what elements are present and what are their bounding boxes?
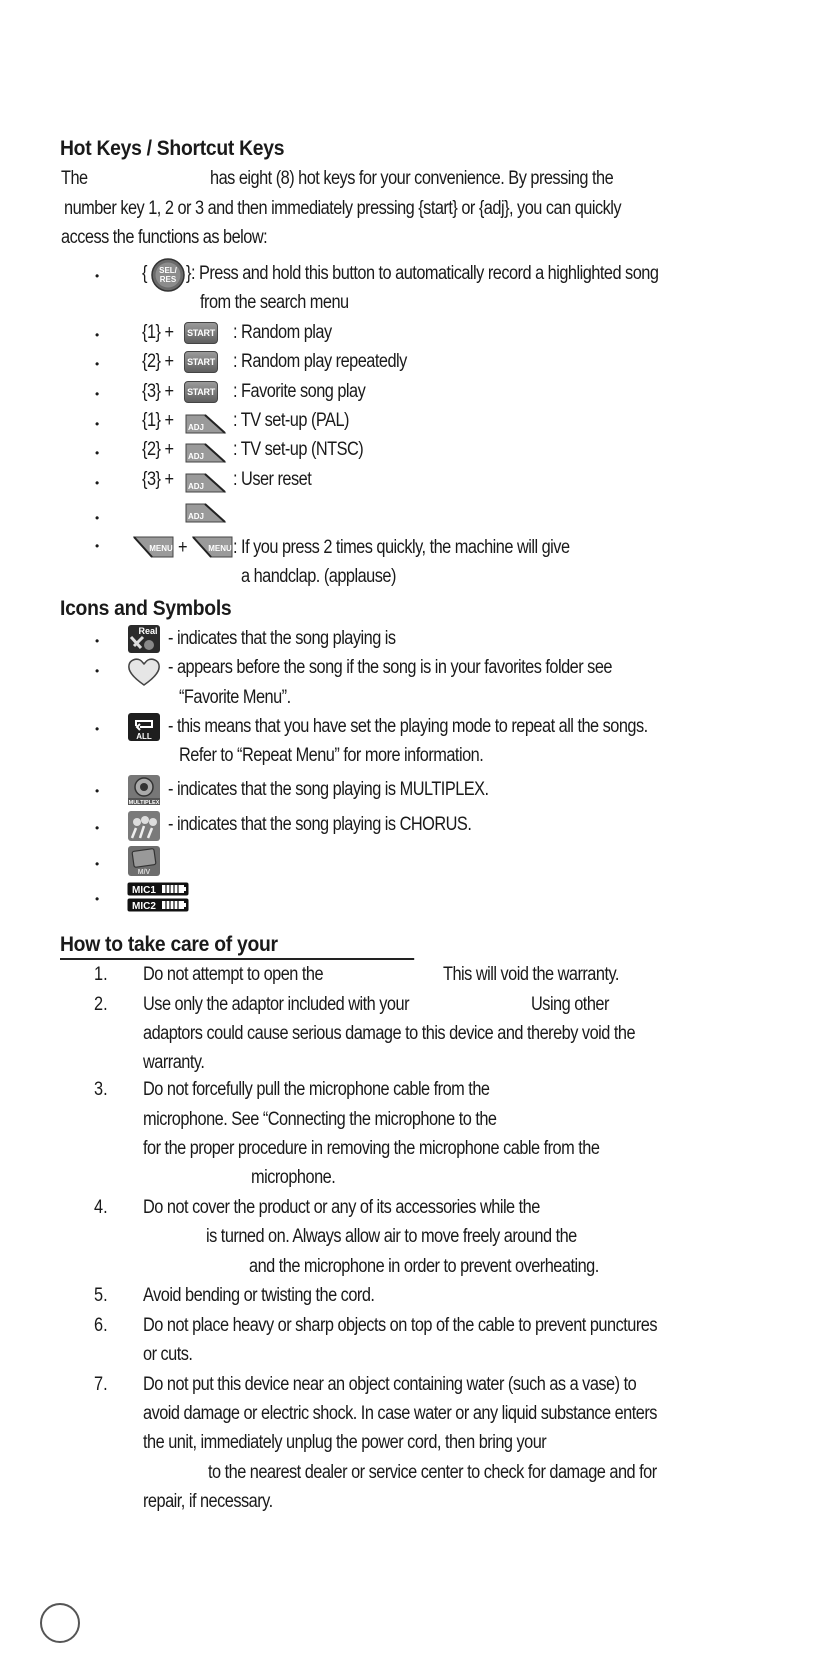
- care-line: This will void the warranty.: [443, 964, 619, 985]
- care-line: for the proper procedure in removing the microphone cable from the: [143, 1138, 600, 1159]
- icon-desc: - indicates that the song playing is CHORUS.: [168, 814, 472, 835]
- svg-text:ALL: ALL: [136, 732, 152, 741]
- adj-key-icon: [185, 500, 227, 529]
- hotkey-desc: }: Press and hold this button to automatically record a highlighted song: [186, 263, 659, 284]
- svg-text:Real: Real: [138, 626, 158, 636]
- bullet: •: [95, 357, 100, 371]
- sel-res-key-icon: [150, 257, 186, 298]
- icon-desc: - indicates that the song playing is MULTIPLEX.: [168, 779, 489, 800]
- menu-key-icon: [132, 535, 174, 564]
- care-line: Using other: [531, 994, 609, 1015]
- real-icon: [127, 624, 161, 659]
- hotkey-desc: : Random play: [233, 322, 332, 343]
- bullet: •: [95, 634, 100, 648]
- svg-text:MENU: MENU: [149, 544, 173, 553]
- adj-key-icon: [185, 411, 227, 440]
- multiplex-icon: [127, 774, 161, 811]
- bullet: •: [95, 821, 100, 835]
- care-line: Do not attempt to open the: [143, 964, 324, 985]
- plus-sign: +: [178, 537, 188, 558]
- bullet: •: [95, 857, 100, 871]
- care-line: repair, if necessary.: [143, 1491, 273, 1512]
- adj-key-icon: [185, 470, 227, 499]
- svg-text:MENU: MENU: [208, 544, 232, 553]
- svg-text:ADJ: ADJ: [187, 512, 205, 521]
- svg-text:ADJ: ADJ: [187, 482, 205, 491]
- hotkey-desc: : If you press 2 times quickly, the machine will give: [233, 537, 570, 558]
- care-line: adaptors could cause serious damage to this device and thereby void the: [143, 1023, 636, 1044]
- bullet: •: [95, 892, 100, 906]
- hotkey-desc: : TV set-up (NTSC): [233, 439, 364, 460]
- svg-text:ADJ: ADJ: [187, 452, 205, 461]
- svg-text:ADJ: ADJ: [187, 423, 205, 432]
- start-key-icon: START: [184, 322, 218, 344]
- care-item-number: 5.: [94, 1285, 108, 1306]
- care-line: the unit, immediately unplug the power cord, then bring your: [143, 1432, 547, 1453]
- bullet: •: [95, 784, 100, 798]
- intro-line-2: number key 1, 2 or 3 and then immediately pressing {start} or {adj}, you can quickly: [64, 198, 622, 219]
- svg-text:MIC1: MIC1: [132, 885, 156, 896]
- care-item-number: 1.: [94, 964, 108, 985]
- svg-text:MULTIPLEX: MULTIPLEX: [128, 800, 160, 806]
- mv-icon: [127, 845, 161, 882]
- care-line: Do not place heavy or sharp objects on top of the cable to prevent punctures: [143, 1315, 657, 1336]
- care-line: Do not forcefully pull the microphone cable from the: [143, 1079, 490, 1100]
- hotkey-desc-cont: from the search menu: [200, 292, 349, 313]
- care-title: How to take care of your: [60, 932, 414, 960]
- bullet: •: [95, 328, 100, 342]
- care-line: or cuts.: [143, 1344, 193, 1365]
- bullet: •: [95, 446, 100, 460]
- intro-line-3: access the functions as below:: [61, 227, 268, 248]
- hotkey-prefix: {2} +: [142, 439, 174, 460]
- icon-desc: - appears before the song if the song is in your favorites folder see: [168, 657, 612, 678]
- hotkey-prefix: {3} +: [142, 469, 174, 490]
- icons-title: Icons and Symbols: [60, 597, 232, 620]
- bullet: •: [95, 417, 100, 431]
- intro-line-1b: has eight (8) hot keys for your convenience. By pressing the: [210, 168, 614, 189]
- hotkey-prefix: {2} +: [142, 351, 174, 372]
- intro-line-1a: The: [61, 168, 88, 189]
- icon-desc-cont: “Favorite Menu”.: [179, 687, 291, 708]
- hotkey-desc: : User reset: [233, 469, 312, 490]
- adj-key-icon: [185, 440, 227, 469]
- bullet: •: [95, 539, 100, 553]
- start-key-icon: START: [184, 351, 218, 373]
- care-line: microphone. See “Connecting the microphone to the: [143, 1109, 497, 1130]
- bullet: •: [95, 664, 100, 678]
- svg-text:SEL/: SEL/: [159, 266, 177, 275]
- hotkey-prefix: {: [142, 263, 147, 284]
- care-line: Do not cover the product or any of its accessories while the: [143, 1197, 540, 1218]
- svg-text:M/V: M/V: [137, 869, 151, 876]
- care-line: Avoid bending or twisting the cord.: [143, 1285, 375, 1306]
- care-line: Do not put this device near an object containing water (such as a vase) to: [143, 1374, 637, 1395]
- bullet: •: [95, 387, 100, 401]
- bullet: •: [95, 511, 100, 525]
- care-line: to the nearest dealer or service center to check for damage and for: [208, 1462, 657, 1483]
- care-line: microphone.: [251, 1167, 336, 1188]
- care-line: Use only the adaptor included with your: [143, 994, 409, 1015]
- hotkey-prefix: {1} +: [142, 410, 174, 431]
- care-line: warranty.: [143, 1052, 205, 1073]
- hotkeys-title: Hot Keys / Shortcut Keys: [60, 137, 285, 160]
- hotkey-desc: : TV set-up (PAL): [233, 410, 349, 431]
- heart-icon: [127, 657, 161, 692]
- menu-key-icon: [191, 535, 233, 564]
- mic2-battery-icon: [127, 898, 189, 917]
- care-line: and the microphone in order to prevent overheating.: [249, 1256, 599, 1277]
- bullet: •: [95, 476, 100, 490]
- icon-desc-cont: Refer to “Repeat Menu” for more information.: [179, 745, 484, 766]
- icon-desc: - this means that you have set the playing mode to repeat all the songs.: [168, 716, 648, 737]
- hotkey-prefix: {1} +: [142, 322, 174, 343]
- hotkey-prefix: {3} +: [142, 381, 174, 402]
- start-key-icon: START: [184, 381, 218, 403]
- care-item-number: 2.: [94, 994, 108, 1015]
- repeat-all-icon: [127, 712, 161, 747]
- bullet: •: [95, 722, 100, 736]
- svg-text:RES: RES: [159, 275, 177, 284]
- icon-desc: - indicates that the song playing is: [168, 628, 396, 649]
- hotkey-desc: : Random play repeatedly: [233, 351, 407, 372]
- care-item-number: 7.: [94, 1374, 108, 1395]
- care-item-number: 4.: [94, 1197, 108, 1218]
- hotkey-desc-cont: a handclap. (applause): [241, 566, 396, 587]
- svg-text:MIC2: MIC2: [132, 901, 156, 912]
- hotkey-desc: : Favorite song play: [233, 381, 366, 402]
- care-line: is turned on. Always allow air to move freely around the: [206, 1226, 577, 1247]
- page-number-circle: [40, 1603, 80, 1643]
- bullet: •: [95, 269, 100, 283]
- care-line: avoid damage or electric shock. In case water or any liquid substance enters: [143, 1403, 657, 1424]
- chorus-icon: [127, 810, 161, 847]
- care-item-number: 3.: [94, 1079, 108, 1100]
- care-item-number: 6.: [94, 1315, 108, 1336]
